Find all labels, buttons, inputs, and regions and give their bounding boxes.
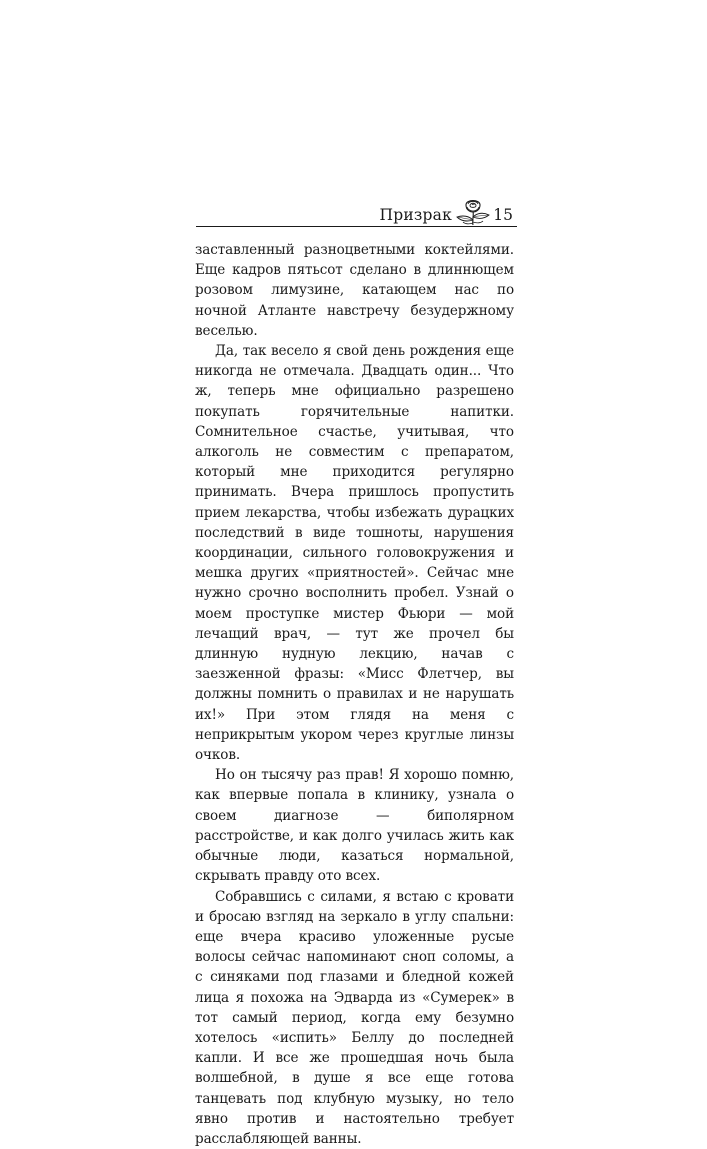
- paragraph: Но он тысячу раз прав! Я хорошо помню, как впервые попала в клинику, узнала о своем диагнозе — биполярном расстройстве, и как долго училась жить как обычные люди, казаться нормальной, скрывать правду ото всех.: [195, 765, 514, 886]
- paragraph: Собравшись с силами, я встаю с кровати и бросаю взгляд на зеркало в углу спальни: еще вчера красиво уложенные русые волосы сейчас напоминают сноп соломы, а с синяками под глазами и бледной кожей лица я похожа на Эдварда из «Сумерек» в тот самый период, когда ему безумно хотелось «испить» Беллу до последней капли. И все же прошедшая ночь была волшебной, в душе я все еще готова танцевать под клубную музыку, но тело явно против и настоятельно требует расслабляющей ванны.: [195, 887, 514, 1149]
- paragraph: Да, так весело я свой день рождения еще никогда не отмечала. Двадцать один... Что ж, теперь мне официально разрешено покупать горячительные напитки. Сомнительное счастье, учитывая, что алкоголь не совместим с препаратом, который мне приходится регулярно принимать. Вчера пришлось пропустить прием лекарства, чтобы избежать дурацких последствий в виде тошноты, нарушения координации, сильного головокружения и мешка других «приятностей». Сейчас мне нужно срочно восполнить пробел. Узнай о моем проступке мистер Фьюри — мой лечащий врач, — тут же прочел бы длинную нудную лекцию, начав с заезженной фразы: «Мисс Флетчер, вы должны помнить о правилах и не нарушать их!» При этом глядя на меня с неприкрытым укором через круглые линзы очков.: [195, 341, 514, 765]
- paragraph: заставленный разноцветными коктейлями. Еще кадров пятьсот сделано в длиннющем розовом лимузине, катающем нас по ночной Атланте навстречу безудержному веселью.: [195, 240, 514, 341]
- header-rule: [196, 226, 517, 227]
- body-text: [195, 240, 514, 1149]
- rose-ornament-icon: [455, 196, 491, 226]
- running-title: Призрак: [380, 206, 452, 224]
- page-number: 15: [493, 206, 513, 224]
- running-header: [196, 196, 517, 230]
